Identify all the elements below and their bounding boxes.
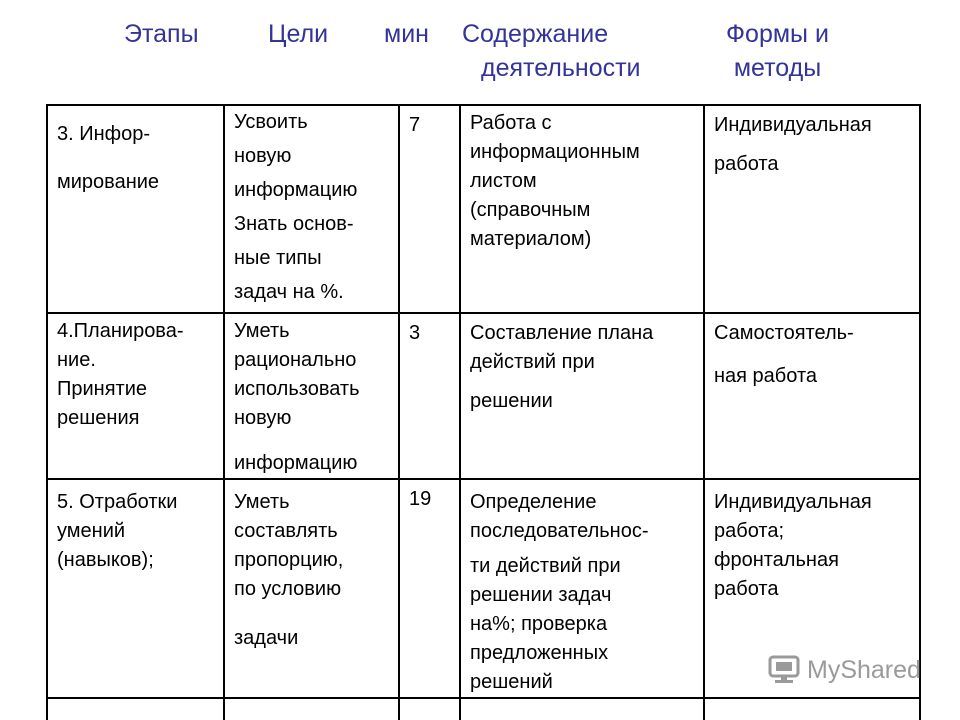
stage-line: (навыков);: [57, 549, 154, 571]
stage-line: решения: [57, 407, 140, 429]
table-cell: [47, 698, 224, 720]
goal-line: ные типы: [234, 247, 322, 269]
header-minutes: мин: [384, 20, 429, 48]
goal-line: Знать основ-: [234, 213, 354, 235]
goal-line: информацию: [234, 179, 358, 201]
goals-cell: [224, 479, 399, 698]
forms-line: Самостоятель-: [714, 322, 854, 344]
forms-line: работа: [714, 578, 779, 600]
content-line: ти действий при: [470, 555, 621, 577]
forms-line: ная работа: [714, 365, 817, 387]
content-cell: [460, 105, 704, 313]
content-line: материалом): [470, 228, 592, 250]
goal-line: информацию: [234, 452, 358, 474]
forms-line: Индивидуальная: [714, 491, 872, 513]
content-line: Определение: [470, 491, 597, 513]
goal-line: новую: [234, 145, 292, 167]
header-forms: [710, 19, 845, 84]
table-row: [47, 313, 920, 479]
watermark-text: MyShared: [807, 655, 921, 684]
goal-line: составлять: [234, 520, 338, 542]
forms-cell: [704, 105, 920, 313]
minutes-value: 7: [409, 114, 421, 136]
content-line: решении: [470, 390, 553, 412]
forms-line: Индивидуальная: [714, 114, 872, 136]
content-line: предложенных: [470, 642, 609, 664]
header-content: [450, 19, 685, 84]
goal-line: рационально: [234, 349, 357, 371]
forms-line: фронтальная: [714, 549, 839, 571]
lesson-plan-table: [46, 104, 921, 720]
table-cell: [224, 698, 399, 720]
goal-line: Уметь: [234, 491, 290, 513]
content-line: последовательнос-: [470, 520, 649, 542]
goal-line: пропорцию,: [234, 549, 344, 571]
content-cell: [460, 479, 704, 698]
content-line: Работа с: [470, 112, 552, 134]
table-cell: [460, 698, 704, 720]
header-goals: Цели: [268, 20, 329, 48]
content-cell: [460, 313, 704, 479]
goals-cell: [224, 313, 399, 479]
minutes-cell: [399, 479, 460, 698]
minutes-cell: [399, 313, 460, 479]
stage-cell: [47, 105, 224, 313]
minutes-cell: [399, 105, 460, 313]
minutes-value: 3: [409, 322, 421, 344]
stage-line: ние.: [57, 349, 96, 371]
forms-line: работа;: [714, 520, 784, 542]
monitor-icon: [767, 655, 801, 685]
goal-line: Уметь: [234, 320, 290, 342]
goal-line: использовать: [234, 378, 360, 400]
header-stages: Этапы: [124, 20, 199, 48]
goals-cell: [224, 105, 399, 313]
header-forms-line2: методы: [733, 54, 822, 82]
stage-line: 5. Отработки: [57, 491, 178, 513]
minutes-value: 19: [409, 488, 432, 510]
header-forms-line1: Формы и: [726, 20, 829, 48]
goal-line: по условию: [234, 578, 342, 600]
forms-cell: [704, 313, 920, 479]
goal-line: новую: [234, 407, 292, 429]
content-line: Составление плана: [470, 322, 654, 344]
forms-line: работа: [714, 153, 779, 175]
header-content-line2: деятельности: [481, 54, 641, 82]
goal-line: Усвоить: [234, 111, 308, 133]
content-line: на%; проверка: [470, 613, 608, 635]
content-line: информационным: [470, 141, 640, 163]
stage-cell: [47, 479, 224, 698]
header-content-line1: Содержание: [462, 20, 609, 48]
table-row: [47, 105, 920, 313]
stage-line: Принятие: [57, 378, 147, 400]
table-row: [47, 698, 920, 720]
stage-line: 3. Инфор-: [57, 123, 151, 145]
watermark: [767, 655, 921, 685]
stage-line: умений: [57, 520, 126, 542]
stage-line: мирование: [57, 171, 160, 193]
table-cell: [399, 698, 460, 720]
goal-line: задач на %.: [234, 281, 344, 303]
stage-cell: [47, 313, 224, 479]
content-line: решении задач: [470, 584, 612, 606]
content-line: действий при: [470, 351, 595, 373]
content-line: (справочным: [470, 199, 591, 221]
stage-line: 4.Планирова-: [57, 320, 184, 342]
table-cell: [704, 698, 920, 720]
content-line: решений: [470, 671, 553, 693]
goal-line: задачи: [234, 627, 299, 649]
content-line: листом: [470, 170, 537, 192]
